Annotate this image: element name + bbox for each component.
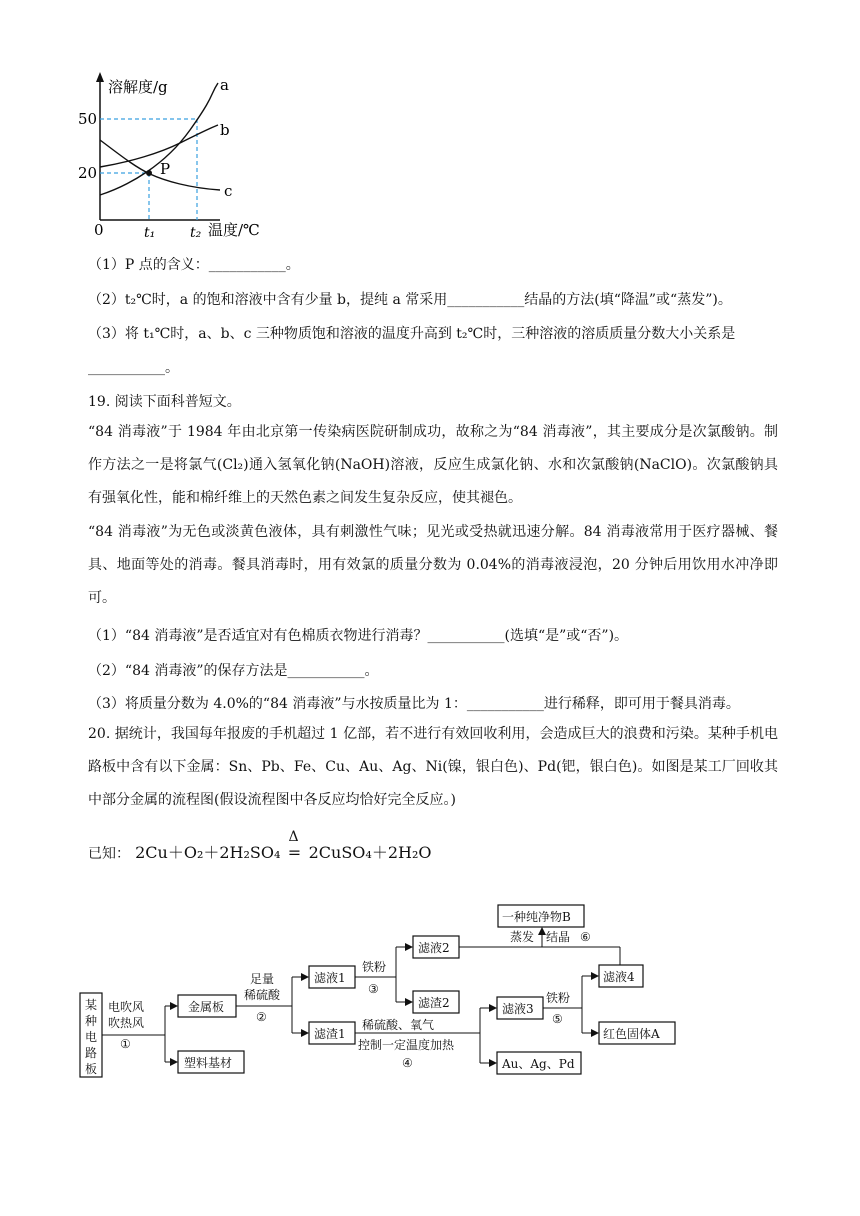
point-p	[146, 170, 152, 176]
q19-title: 19. 阅读下面科普短文。	[88, 394, 241, 410]
step2-l3: ②	[256, 1010, 267, 1024]
solubility-chart	[70, 70, 310, 240]
q19-question-1: （1）“84 消毒液”是否适宜对有色棉质衣物进行消毒？___________(选填“是”或“否”)。	[88, 628, 629, 644]
step4-l2: 控制一定温度加热	[358, 1038, 455, 1052]
filtrate4-label: 滤液4	[603, 970, 635, 984]
origin-label: 0	[94, 221, 104, 239]
y-tick-20: 20	[78, 164, 98, 182]
precious-label: Au、Ag、Pd	[502, 1057, 575, 1071]
q19-question-3: （3）将质量分数为 4.0%的“84 消毒液”与水按质量比为 1：___________进行稀释，即可用于餐具消毒。	[88, 696, 740, 712]
plastic-label: 塑料基材	[184, 1056, 233, 1070]
circuit-board-char-3: 电	[85, 1030, 98, 1044]
circuit-board-char-4: 路	[85, 1046, 98, 1060]
circuit-board-char-2: 种	[85, 1014, 98, 1028]
q18-part1: （1）P 点的含义：___________。	[88, 257, 300, 273]
residue1-label: 滤渣1	[314, 1027, 346, 1041]
residue2-label: 滤渣2	[418, 996, 450, 1010]
x-tick-t1: t₁	[144, 225, 156, 240]
equation-left: 2Cu＋O₂＋2H₂SO₄	[135, 843, 281, 862]
filtrate1-label: 滤液1	[314, 971, 346, 985]
step2-l2: 稀硫酸	[244, 988, 281, 1002]
q19-question-2: （2）“84 消毒液”的保存方法是___________。	[88, 663, 379, 679]
step1-l2: 吹热风	[108, 1016, 145, 1030]
circuit-board-char-1: 某	[85, 998, 98, 1012]
filtrate2-label: 滤液2	[418, 941, 450, 955]
pure-b-label: 一种纯净物B	[502, 910, 571, 924]
known-equation	[88, 829, 432, 863]
filtrate3-label: 滤液3	[502, 1002, 534, 1016]
step5-l1: 铁粉	[546, 991, 571, 1005]
step6-l3: ⑥	[580, 930, 591, 944]
q18-part3: （3）将 t₁℃时，a、b、c 三种物质饱和溶液的温度升高到 t₂℃时，三种溶液的溶质质量分数大小关系是	[88, 326, 736, 342]
equation-condition	[286, 829, 304, 862]
circuit-board-char-5: 板	[85, 1062, 98, 1076]
recycling-flowchart	[70, 895, 690, 1095]
step4-l1: 稀硫酸、氧气	[362, 1018, 435, 1032]
y-axis-label: 溶解度/g	[108, 78, 168, 96]
step1-l3: ①	[120, 1037, 131, 1051]
q18-part2: （2）t₂℃时，a 的饱和溶液中含有少量 b，提纯 a 常采用___________结晶的方法(填“降温”或“蒸发”)。	[88, 292, 732, 308]
known-prefix: 已知：	[88, 846, 130, 862]
curve-b-label: b	[220, 121, 230, 139]
q19-paragraph-1: “84 消毒液”于 1984 年由北京第一传染病医院研制成功，故称之为“84 消毒液”，其主要成分是次氯酸钠。制作方法之一是将氯气(Cl₂)通入氢氧化钠(NaOH)溶液，反应生成氯化钠、水和次氯酸钠(NaClO)。次氯酸钠具有强氧化性，能和棉纤维上的天然色素之间发生复杂反应，使其褪色。	[88, 424, 778, 506]
curve-c-label: c	[224, 182, 233, 200]
step6-l1: 蒸发	[510, 930, 535, 944]
delta-symbol: Δ	[288, 829, 299, 845]
step4-l3: ④	[402, 1056, 413, 1070]
step2-l1: 足量	[250, 972, 275, 986]
equation-right: 2CuSO₄＋2H₂O	[308, 843, 432, 862]
y-axis-arrow	[96, 72, 104, 82]
red-solid-label: 红色固体A	[603, 1027, 660, 1041]
x-axis-label: 温度/℃	[208, 221, 260, 239]
step3-l1: 铁粉	[362, 960, 387, 974]
step1-l1: 电吹风	[108, 1000, 145, 1014]
equals-sign: =	[287, 843, 302, 862]
curve-a-label: a	[220, 76, 229, 94]
q20-paragraph: 20. 据统计，我国每年报废的手机超过 1 亿部，若不进行有效回收利用，会造成巨大的浪费和污染。某种手机电路板中含有以下金属：Sn、Pb、Fe、Cu、Au、Ag、Ni(镍，银白色)、Pd(钯，银白色)。如图是某工厂回收其中部分金属的流程图(假设流程图中各反应均恰好完全反应。)	[88, 726, 778, 808]
step3-l2: ③	[368, 982, 379, 996]
q19-paragraph-2: “84 消毒液”为无色或淡黄色液体，具有刺激性气味；见光或受热就迅速分解。84 消毒液常用于医疗器械、餐具、地面等处的消毒。餐具消毒时，用有效氯的质量分数为 0.04%的消毒液浸泡，20 分钟后用饮用水冲净即可。	[88, 524, 778, 606]
step5-l2: ⑤	[552, 1012, 563, 1026]
y-tick-50: 50	[78, 110, 98, 128]
step6-l2: 结晶	[546, 930, 571, 944]
metal-plate-label: 金属板	[188, 1000, 225, 1014]
curve-b	[100, 125, 218, 167]
point-p-label: P	[160, 160, 171, 178]
q18-part3-blank: ___________。	[88, 360, 179, 376]
x-tick-t2: t₂	[190, 225, 202, 240]
